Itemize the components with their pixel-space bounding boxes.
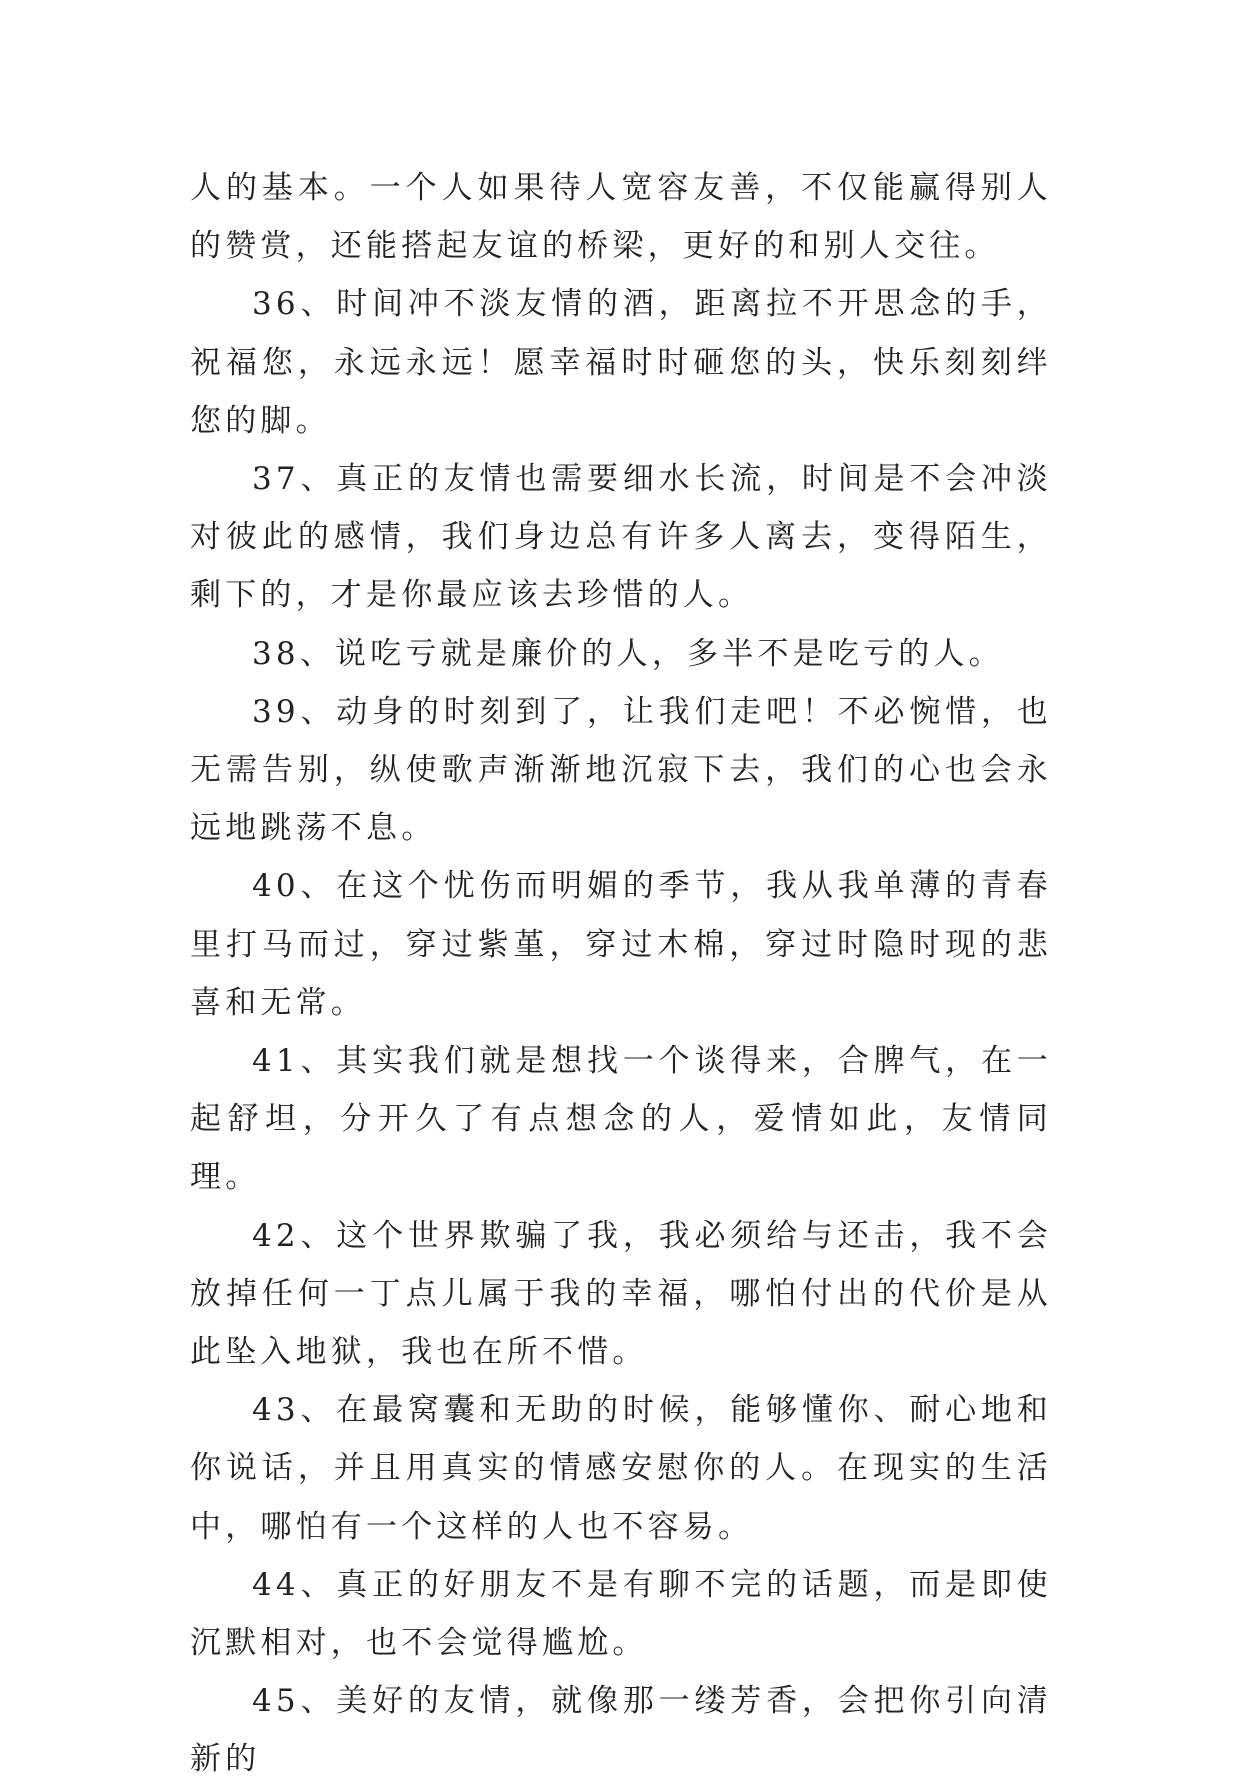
paragraph-41: 41、其实我们就是想找一个谈得来，合脾气，在一起舒坦，分开久了有点想念的人，爱情如此，友情同理。 [190, 1043, 1052, 1196]
paragraph-39: 39、动身的时刻到了，让我们走吧！不必惋惜，也无需告别，纵使歌声渐渐地沉寂下去，我们的心也会永远地跳荡不息。 [190, 693, 1052, 847]
paragraph-36: 36、时间冲不淡友情的酒，距离拉不开思念的手，祝福您，永远永远！愿幸福时时砸您的头，快乐刻刻绊您的脚。 [190, 286, 1052, 439]
paragraph-45: 45、美好的友情，就像那一缕芳香，会把你引向清新的 [190, 1683, 1052, 1778]
paragraph-continued: 人的基本。一个人如果待人宽容友善，不仅能赢得别人的赞赏，还能搭起友谊的桥梁，更好的和别人交往。 [190, 170, 1052, 265]
paragraph-44: 44、真正的好朋友不是有聊不完的话题，而是即使沉默相对，也不会觉得尴尬。 [190, 1566, 1052, 1662]
paragraph-38: 38、说吃亏就是廉价的人，多半不是吃亏的人。 [252, 635, 1004, 672]
paragraph-42: 42、这个世界欺骗了我，我必须给与还击，我不会放掉任何一丁点儿属于我的幸福，哪怕付出的代价是从此坠入地狱，我也在所不惜。 [190, 1217, 1052, 1371]
body-text [190, 159, 1052, 1789]
paragraph-40: 40、在这个忧伤而明媚的季节，我从我单薄的青春里打马而过，穿过紫堇，穿过木棉，穿过时隐时现的悲喜和无常。 [190, 868, 1052, 1021]
paragraph-43: 43、在最窝囊和无助的时候，能够懂你、耐心地和你说话，并且用真实的情感安慰你的人。在现实的生活中，哪怕有一个这样的人也不容易。 [190, 1392, 1052, 1545]
paragraph-37: 37、真正的友情也需要细水长流，时间是不会冲淡对彼此的感情，我们身边总有许多人离去，变得陌生，剩下的，才是你最应该去珍惜的人。 [190, 461, 1052, 614]
